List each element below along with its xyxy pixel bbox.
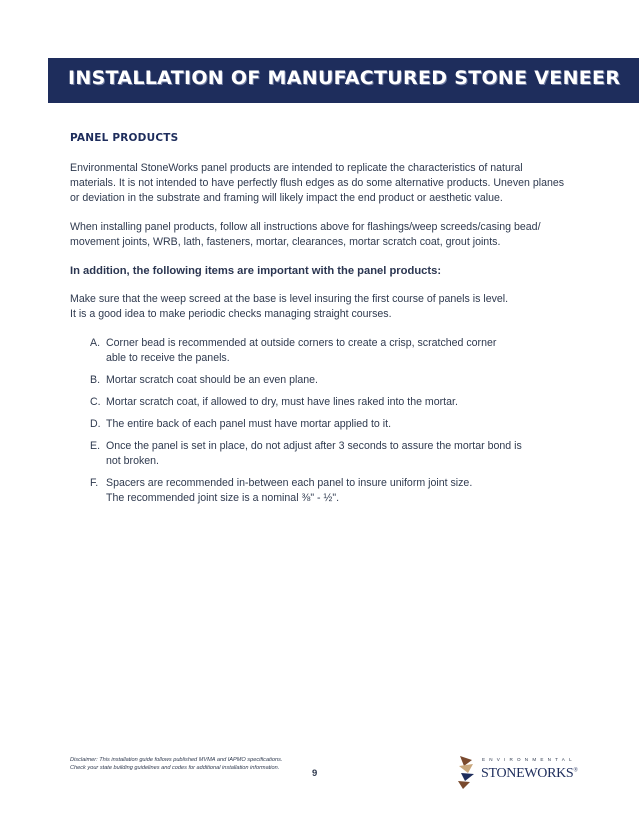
item-line: able to receive the panels. bbox=[106, 352, 230, 364]
list-item bbox=[90, 373, 570, 388]
list-marker: D. bbox=[90, 418, 101, 430]
list-item-text bbox=[106, 395, 570, 410]
item-line: not broken. bbox=[106, 455, 160, 467]
list-item-text bbox=[106, 439, 570, 469]
list-item bbox=[90, 336, 570, 366]
instructions-paragraph: When installing panel products, follow all instructions above for flashings/weep screeds/casing bead/ movement joints, WRB, lath, fasteners, mortar, clearances, mortar scratch coat, grout joints. bbox=[70, 221, 541, 248]
item-line: The entire back of each panel must have mortar applied to it. bbox=[106, 418, 392, 430]
list-item bbox=[90, 417, 570, 432]
section-heading: PANEL PRODUCTS bbox=[70, 132, 179, 144]
item-line: Mortar scratch coat, if allowed to dry, must have lines raked into the mortar. bbox=[106, 396, 458, 408]
list-item-text bbox=[106, 476, 570, 506]
intro-paragraph: Environmental StoneWorks panel products are intended to replicate the characteristics of natural materials. It is not intended to have perfectly flush edges as do some alternative products. Uneven planes or deviation in the substrate and framing will likely impact the end product or aesthetic value. bbox=[70, 162, 565, 204]
list-marker: C. bbox=[90, 396, 101, 408]
list-marker: F. bbox=[90, 477, 99, 489]
item-line: The recommended joint size is a nominal ⅜" - ½". bbox=[106, 492, 340, 504]
list-marker: E. bbox=[90, 440, 101, 452]
intro-line: It is a good idea to make periodic checks managing straight courses. bbox=[70, 308, 392, 320]
weep-screed-paragraph bbox=[70, 292, 570, 322]
item-line: Once the panel is set in place, do not adjust after 3 seconds to assure the mortar bond is bbox=[106, 440, 522, 452]
list-marker: B. bbox=[90, 374, 101, 386]
items-subheading: In addition, the following items are important with the panel products: bbox=[70, 265, 442, 277]
list-item-text bbox=[106, 336, 570, 366]
header-banner bbox=[48, 58, 639, 103]
panel-item-list bbox=[70, 336, 570, 506]
list-item bbox=[90, 395, 570, 410]
logo-wordmark-text: STONEWORKS bbox=[481, 766, 574, 781]
list-item bbox=[90, 476, 570, 506]
list-marker: A. bbox=[90, 337, 101, 349]
trademark-symbol: ® bbox=[573, 767, 578, 774]
page-title: INSTALLATION OF MANUFACTURED STONE VENEER bbox=[68, 67, 621, 89]
list-item-text bbox=[106, 373, 570, 388]
footer-disclaimer bbox=[70, 756, 282, 772]
item-line: Mortar scratch coat should be an even plane. bbox=[106, 374, 318, 386]
page-number: 9 bbox=[312, 768, 318, 779]
list-item-text bbox=[106, 417, 570, 432]
logo-tagline: ENVIRONMENTAL bbox=[482, 757, 576, 762]
main-content bbox=[70, 132, 570, 513]
logo-wordmark bbox=[481, 766, 578, 782]
list-item bbox=[90, 439, 570, 469]
disclaimer-line: Disclaimer: This installation guide follows published MVMA and IAPMO specifications. bbox=[70, 757, 283, 763]
stone-logo-icon bbox=[456, 754, 478, 790]
item-line: Corner bead is recommended at outside corners to create a crisp, scratched corner bbox=[106, 337, 497, 349]
disclaimer-line: Check your state building guidelines and codes for additional installation information. bbox=[70, 765, 280, 771]
item-line: Spacers are recommended in-between each panel to insure uniform joint size. bbox=[106, 477, 473, 489]
intro-line: Make sure that the weep screed at the base is level insuring the first course of panels is level. bbox=[70, 293, 509, 305]
stoneworks-logo bbox=[456, 754, 576, 790]
